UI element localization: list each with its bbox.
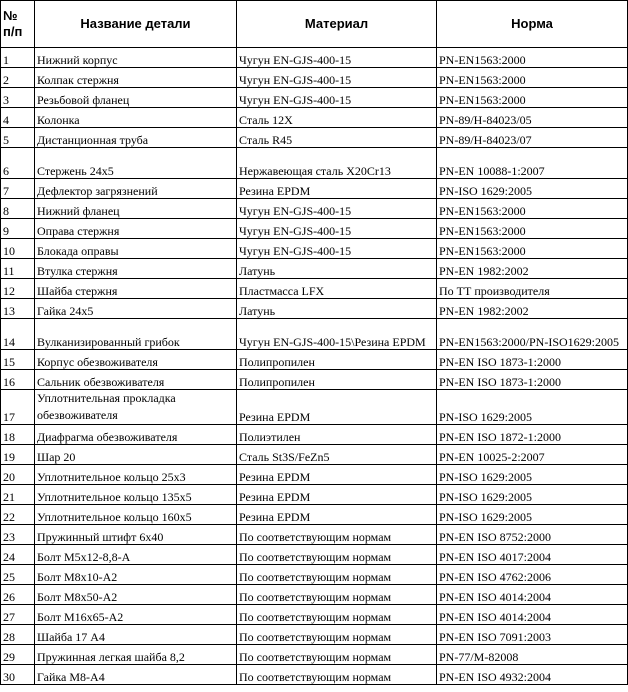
cell-material: Резина EPDM <box>237 179 437 199</box>
cell-number: 13 <box>1 299 35 319</box>
cell-part-name: Пружинная легкая шайба 8,2 <box>35 645 237 665</box>
cell-part-name: Резьбовой фланец <box>35 88 237 108</box>
cell-number: 28 <box>1 625 35 645</box>
cell-material: По соответствующим нормам <box>237 545 437 565</box>
cell-material: По соответствующим нормам <box>237 565 437 585</box>
cell-part-name: Колпак стержня <box>35 68 237 88</box>
table-row <box>1 219 628 239</box>
cell-number: 1 <box>1 48 35 68</box>
cell-material: По соответствующим нормам <box>237 645 437 665</box>
cell-part-name: Шайба 17 A4 <box>35 625 237 645</box>
cell-part-name: Гайка 24x5 <box>35 299 237 319</box>
cell-number: 8 <box>1 199 35 219</box>
table-header-row <box>1 1 628 48</box>
header-material: Материал <box>237 1 437 48</box>
table-row <box>1 239 628 259</box>
cell-number: 24 <box>1 545 35 565</box>
table-row <box>1 179 628 199</box>
table-row <box>1 445 628 465</box>
cell-number: 5 <box>1 128 35 148</box>
cell-norm: PN-EN ISO 4014:2004 <box>437 605 628 625</box>
cell-material: Чугун EN-GJS-400-15 <box>237 199 437 219</box>
cell-material: Нержавеющая сталь X20Cr13 <box>237 148 437 179</box>
table-row <box>1 68 628 88</box>
table-row <box>1 545 628 565</box>
cell-material: По соответствующим нормам <box>237 585 437 605</box>
cell-norm: PN-EN1563:2000 <box>437 88 628 108</box>
cell-number: 15 <box>1 350 35 370</box>
table-row <box>1 665 628 685</box>
cell-norm: PN-EN ISO 1873-1:2000 <box>437 370 628 390</box>
cell-part-name: Шар 20 <box>35 445 237 465</box>
cell-part-name: Вулканизированный грибок <box>35 319 237 350</box>
table-row <box>1 350 628 370</box>
cell-number: 20 <box>1 465 35 485</box>
cell-part-name: Стержень 24x5 <box>35 148 237 179</box>
cell-norm: PN-EN ISO 1873-1:2000 <box>437 350 628 370</box>
cell-number: 23 <box>1 525 35 545</box>
cell-part-name: Уплотнительное кольцо 25x3 <box>35 465 237 485</box>
cell-part-name: Пружинный штифт 6x40 <box>35 525 237 545</box>
cell-part-name: Блокада оправы <box>35 239 237 259</box>
cell-number: 3 <box>1 88 35 108</box>
cell-norm: PN-89/H-84023/07 <box>437 128 628 148</box>
cell-norm: PN-ISO 1629:2005 <box>437 179 628 199</box>
cell-part-name: Нижний фланец <box>35 199 237 219</box>
cell-part-name: Болт M8x10-A2 <box>35 565 237 585</box>
cell-norm: PN-EN ISO 1872-1:2000 <box>437 425 628 445</box>
table-row <box>1 605 628 625</box>
cell-norm: PN-ISO 1629:2005 <box>437 485 628 505</box>
cell-number: 27 <box>1 605 35 625</box>
cell-number: 4 <box>1 108 35 128</box>
cell-number: 12 <box>1 279 35 299</box>
table-row <box>1 319 628 350</box>
cell-number: 7 <box>1 179 35 199</box>
table-row <box>1 525 628 545</box>
cell-norm: PN-ISO 1629:2005 <box>437 465 628 485</box>
cell-number: 21 <box>1 485 35 505</box>
cell-norm: PN-EN ISO 4762:2006 <box>437 565 628 585</box>
cell-norm: PN-ISO 1629:2005 <box>437 390 628 425</box>
table-row <box>1 48 628 68</box>
cell-number: 29 <box>1 645 35 665</box>
cell-part-name: Болт M5x12-8,8-A <box>35 545 237 565</box>
cell-norm: PN-EN ISO 4932:2004 <box>437 665 628 685</box>
cell-norm: PN-EN 10088-1:2007 <box>437 148 628 179</box>
table-row <box>1 585 628 605</box>
cell-material: Чугун EN-GJS-400-15 <box>237 219 437 239</box>
cell-material: Сталь R45 <box>237 128 437 148</box>
cell-material: Резина EPDM <box>237 465 437 485</box>
cell-norm: PN-EN 1982:2002 <box>437 299 628 319</box>
cell-material: По соответствующим нормам <box>237 525 437 545</box>
table-row <box>1 485 628 505</box>
table-row <box>1 108 628 128</box>
table-row <box>1 390 628 425</box>
table-row <box>1 259 628 279</box>
cell-norm: PN-EN ISO 4014:2004 <box>437 585 628 605</box>
cell-part-name: Сальник обезвоживателя <box>35 370 237 390</box>
table-row <box>1 425 628 445</box>
cell-norm: PN-EN 1982:2002 <box>437 259 628 279</box>
cell-norm: PN-EN 10025-2:2007 <box>437 445 628 465</box>
cell-part-name: Уплотнительная прокладка обезвоживателя <box>35 390 237 425</box>
cell-norm: По ТТ производителя <box>437 279 628 299</box>
cell-norm: PN-EN ISO 8752:2000 <box>437 525 628 545</box>
cell-number: 26 <box>1 585 35 605</box>
table-body <box>1 48 628 685</box>
cell-material: Полипропилен <box>237 370 437 390</box>
table-row <box>1 370 628 390</box>
cell-part-name: Нижний корпус <box>35 48 237 68</box>
cell-norm: PN-ISO 1629:2005 <box>437 505 628 525</box>
table-row <box>1 279 628 299</box>
cell-norm: PN-EN1563:2000 <box>437 68 628 88</box>
cell-part-name: Оправа стержня <box>35 219 237 239</box>
cell-number: 6 <box>1 148 35 179</box>
table-row <box>1 645 628 665</box>
cell-material: Сталь 12X <box>237 108 437 128</box>
cell-number: 19 <box>1 445 35 465</box>
table-row <box>1 465 628 485</box>
header-number: № п/п <box>1 1 35 48</box>
cell-norm: PN-EN1563:2000 <box>437 48 628 68</box>
cell-material: Чугун EN-GJS-400-15 <box>237 239 437 259</box>
cell-norm: PN-77/M-82008 <box>437 645 628 665</box>
cell-norm: PN-EN ISO 4017:2004 <box>437 545 628 565</box>
table-row <box>1 565 628 585</box>
table-row <box>1 88 628 108</box>
cell-number: 9 <box>1 219 35 239</box>
cell-material: Резина EPDM <box>237 485 437 505</box>
cell-part-name: Гайка M8-A4 <box>35 665 237 685</box>
cell-number: 11 <box>1 259 35 279</box>
cell-part-name: Дефлектор загрязнений <box>35 179 237 199</box>
cell-number: 14 <box>1 319 35 350</box>
header-part-name: Название детали <box>35 1 237 48</box>
cell-material: По соответствующим нормам <box>237 625 437 645</box>
cell-material: По соответствующим нормам <box>237 605 437 625</box>
cell-norm: PN-EN1563:2000 <box>437 199 628 219</box>
cell-norm: PN-EN ISO 7091:2003 <box>437 625 628 645</box>
table-row <box>1 128 628 148</box>
cell-part-name: Колонка <box>35 108 237 128</box>
cell-number: 25 <box>1 565 35 585</box>
cell-number: 18 <box>1 425 35 445</box>
cell-number: 17 <box>1 390 35 425</box>
table-row <box>1 625 628 645</box>
cell-norm: PN-EN1563:2000 <box>437 239 628 259</box>
cell-material: Полиэтилен <box>237 425 437 445</box>
cell-part-name: Шайба стержня <box>35 279 237 299</box>
cell-material: Чугун EN-GJS-400-15\Резина EPDM <box>237 319 437 350</box>
cell-part-name: Уплотнительное кольцо 160x5 <box>35 505 237 525</box>
cell-material: Резина EPDM <box>237 505 437 525</box>
cell-material: Чугун EN-GJS-400-15 <box>237 88 437 108</box>
cell-part-name: Болт M16x65-A2 <box>35 605 237 625</box>
cell-part-name: Втулка стержня <box>35 259 237 279</box>
table-row <box>1 148 628 179</box>
cell-material: Сталь St3S/FeZn5 <box>237 445 437 465</box>
cell-number: 16 <box>1 370 35 390</box>
cell-material: Резина EPDM <box>237 390 437 425</box>
cell-number: 10 <box>1 239 35 259</box>
cell-material: Пластмасса LFX <box>237 279 437 299</box>
cell-material: Латунь <box>237 259 437 279</box>
table-row <box>1 199 628 219</box>
cell-norm: PN-EN1563:2000 <box>437 219 628 239</box>
cell-part-name: Болт M8x50-A2 <box>35 585 237 605</box>
cell-material: По соответствующим нормам <box>237 665 437 685</box>
cell-number: 30 <box>1 665 35 685</box>
cell-norm: PN-89/H-84023/05 <box>437 108 628 128</box>
table-row <box>1 505 628 525</box>
cell-number: 2 <box>1 68 35 88</box>
cell-material: Чугун EN-GJS-400-15 <box>237 48 437 68</box>
cell-material: Чугун EN-GJS-400-15 <box>237 68 437 88</box>
cell-norm: PN-EN1563:2000/PN-ISO1629:2005 <box>437 319 628 350</box>
cell-number: 22 <box>1 505 35 525</box>
cell-part-name: Корпус обезвоживателя <box>35 350 237 370</box>
header-norm: Норма <box>437 1 628 48</box>
cell-material: Латунь <box>237 299 437 319</box>
cell-part-name: Дистанционная труба <box>35 128 237 148</box>
cell-part-name: Диафрагма обезвоживателя <box>35 425 237 445</box>
cell-material: Полипропилен <box>237 350 437 370</box>
cell-part-name: Уплотнительное кольцо 135x5 <box>35 485 237 505</box>
table-row <box>1 299 628 319</box>
